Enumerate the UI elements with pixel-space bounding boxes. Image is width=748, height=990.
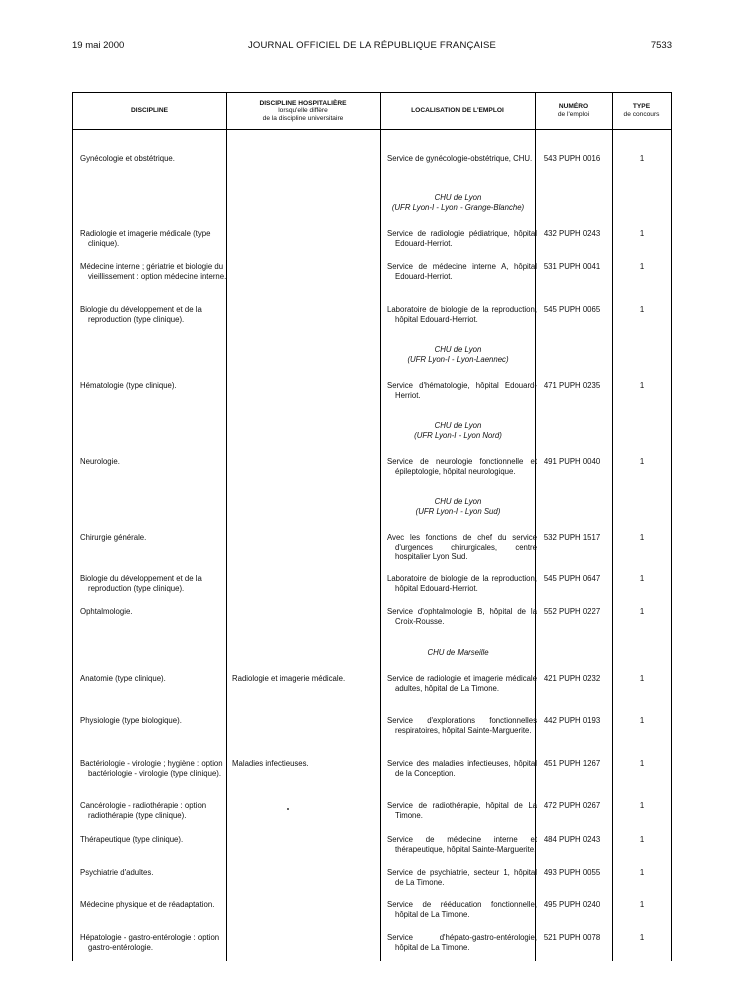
- type-cell: 1: [639, 868, 645, 877]
- discipline-cell: Médecine physique et de réadaptation.: [80, 900, 215, 909]
- print-speck: [287, 808, 289, 810]
- localisation-cell: Service de neurologie fonctionnelle et épileptologie, hôpital neurologique.: [387, 457, 537, 476]
- localisation-cell: Service de psychiatrie, secteur 1, hôpital de La Timone.: [387, 868, 537, 887]
- localisation-cell: Service de médecine interne et thérapeutique, hôpital Sainte-Marguerite.: [387, 835, 537, 854]
- th-numero: NUMÉRO de l'emploi: [557, 103, 590, 118]
- numero-cell: 471 PUPH 0235: [543, 381, 601, 390]
- type-cell: 1: [639, 229, 645, 238]
- discipline-cell: Radiologie et imagerie médicale (type clinique).: [80, 229, 211, 248]
- hospitaliere-cell: Radiologie et imagerie médicale.: [232, 674, 346, 683]
- numero-cell: 552 PUPH 0227: [543, 607, 601, 616]
- discipline-cell: Psychiatrie d'adultes.: [80, 868, 154, 877]
- discipline-cell: Cancérologie - radiothérapie : option radiothérapie (type clinique).: [80, 801, 207, 820]
- localisation-cell: Service de radiologie et imagerie médicale adultes, hôpital de La Timone.: [387, 674, 537, 693]
- numero-cell: 521 PUPH 0078: [543, 933, 601, 942]
- discipline-cell: Thérapeutique (type clinique).: [80, 835, 184, 844]
- localisation-cell: Service d'ophtalmologie B, hôpital de la Croix-Rousse.: [387, 607, 537, 626]
- discipline-cell: Médecine interne ; gériatrie et biologie du vieillissement : option médecine interne.: [80, 262, 227, 281]
- th-discipline: DISCIPLINE: [130, 107, 168, 115]
- discipline-cell: Neurologie.: [80, 457, 120, 466]
- numero-cell: 545 PUPH 0065: [543, 305, 601, 314]
- section-heading: CHU de Marseille: [427, 648, 489, 657]
- discipline-cell: Physiologie (type biologique).: [80, 716, 182, 725]
- header-date: 19 mai 2000: [72, 40, 125, 51]
- type-cell: 1: [639, 457, 645, 466]
- numero-cell: 532 PUPH 1517: [543, 533, 601, 542]
- th-discipline-hospitaliere: DISCIPLINE HOSPITALIÈRE lorsqu'elle diffère de la discipline universitaire: [259, 99, 347, 122]
- numero-cell: 451 PUPH 1267: [543, 759, 601, 768]
- numero-cell: 545 PUPH 0647: [543, 574, 601, 583]
- discipline-cell: Ophtalmologie.: [80, 607, 133, 616]
- localisation-cell: Laboratoire de biologie de la reproduction, hôpital Edouard-Herriot.: [387, 574, 537, 593]
- type-cell: 1: [639, 801, 645, 810]
- type-cell: 1: [639, 381, 645, 390]
- discipline-cell: Biologie du développement et de la reproduction (type clinique).: [80, 305, 202, 324]
- numero-cell: 484 PUPH 0243: [543, 835, 601, 844]
- localisation-cell: Service d'hématologie, hôpital Edouard-Herriot.: [387, 381, 537, 400]
- localisation-cell: Service de gynécologie-obstétrique, CHU.: [387, 154, 533, 163]
- section-heading: CHU de Lyon (UFR Lyon-I - Lyon-Laennec): [407, 345, 509, 364]
- numero-cell: 472 PUPH 0267: [543, 801, 601, 810]
- hospitaliere-cell: Maladies infectieuses.: [232, 759, 309, 768]
- numero-cell: 491 PUPH 0040: [543, 457, 601, 466]
- section-heading: CHU de Lyon (UFR Lyon-I - Lyon Sud): [415, 497, 501, 516]
- type-cell: 1: [639, 835, 645, 844]
- type-cell: 1: [639, 759, 645, 768]
- positions-table: [72, 92, 672, 961]
- localisation-cell: Service d'hépato-gastro-entérologie, hôpital de La Timone.: [387, 933, 537, 952]
- discipline-cell: Biologie du développement et de la reproduction (type clinique).: [80, 574, 202, 593]
- type-cell: 1: [639, 533, 645, 542]
- localisation-cell: Laboratoire de biologie de la reproduction, hôpital Edouard-Herriot.: [387, 305, 537, 324]
- discipline-cell: Bactériologie - virologie ; hygiène : option bactériologie - virologie (type clinique).: [80, 759, 223, 778]
- type-cell: 1: [639, 262, 645, 271]
- discipline-cell: Anatomie (type clinique).: [80, 674, 166, 683]
- type-cell: 1: [639, 900, 645, 909]
- numero-cell: 543 PUPH 0016: [543, 154, 601, 163]
- localisation-cell: Service d'explorations fonctionnelles respiratoires, hôpital Sainte-Marguerite.: [387, 716, 537, 735]
- type-cell: 1: [639, 574, 645, 583]
- th-type: TYPE de concours: [623, 103, 660, 118]
- numero-cell: 531 PUPH 0041: [543, 262, 601, 271]
- header-page-number: 7533: [650, 40, 672, 51]
- page-header: [72, 40, 672, 54]
- localisation-cell: Service de radiologie pédiatrique, hôpital Edouard-Herriot.: [387, 229, 537, 248]
- discipline-cell: Gynécologie et obstétrique.: [80, 154, 175, 163]
- type-cell: 1: [639, 674, 645, 683]
- localisation-cell: Avec les fonctions de chef du service d'urgences chirurgicales, centre hospitalier Lyon Sud.: [387, 533, 537, 562]
- numero-cell: 432 PUPH 0243: [543, 229, 601, 238]
- section-heading: CHU de Lyon (UFR Lyon-I - Lyon Nord): [414, 421, 502, 440]
- type-cell: 1: [639, 305, 645, 314]
- section-heading: CHU de Lyon (UFR Lyon-I - Lyon - Grange-Blanche): [391, 193, 525, 212]
- type-cell: 1: [639, 933, 645, 942]
- th-localisation: LOCALISATION DE L'EMPLOI: [411, 107, 504, 115]
- localisation-cell: Service de rééducation fonctionnelle, hôpital de La Timone.: [387, 900, 537, 919]
- numero-cell: 495 PUPH 0240: [543, 900, 601, 909]
- type-cell: 1: [639, 716, 645, 725]
- header-journal-title: JOURNAL OFFICIEL DE LA RÉPUBLIQUE FRANÇAISE: [247, 40, 497, 51]
- localisation-cell: Service des maladies infectieuses, hôpital de la Conception.: [387, 759, 537, 778]
- discipline-cell: Hépatologie - gastro-entérologie : option gastro-entérologie.: [80, 933, 220, 952]
- table-body: [73, 93, 671, 961]
- type-cell: 1: [639, 607, 645, 616]
- numero-cell: 421 PUPH 0232: [543, 674, 601, 683]
- localisation-cell: Service de radiothérapie, hôpital de La Timone.: [387, 801, 537, 820]
- numero-cell: 493 PUPH 0055: [543, 868, 601, 877]
- numero-cell: 442 PUPH 0193: [543, 716, 601, 725]
- discipline-cell: Hématologie (type clinique).: [80, 381, 177, 390]
- type-cell: 1: [639, 154, 645, 163]
- discipline-cell: Chirurgie générale.: [80, 533, 147, 542]
- localisation-cell: Service de médecine interne A, hôpital Edouard-Herriot.: [387, 262, 537, 281]
